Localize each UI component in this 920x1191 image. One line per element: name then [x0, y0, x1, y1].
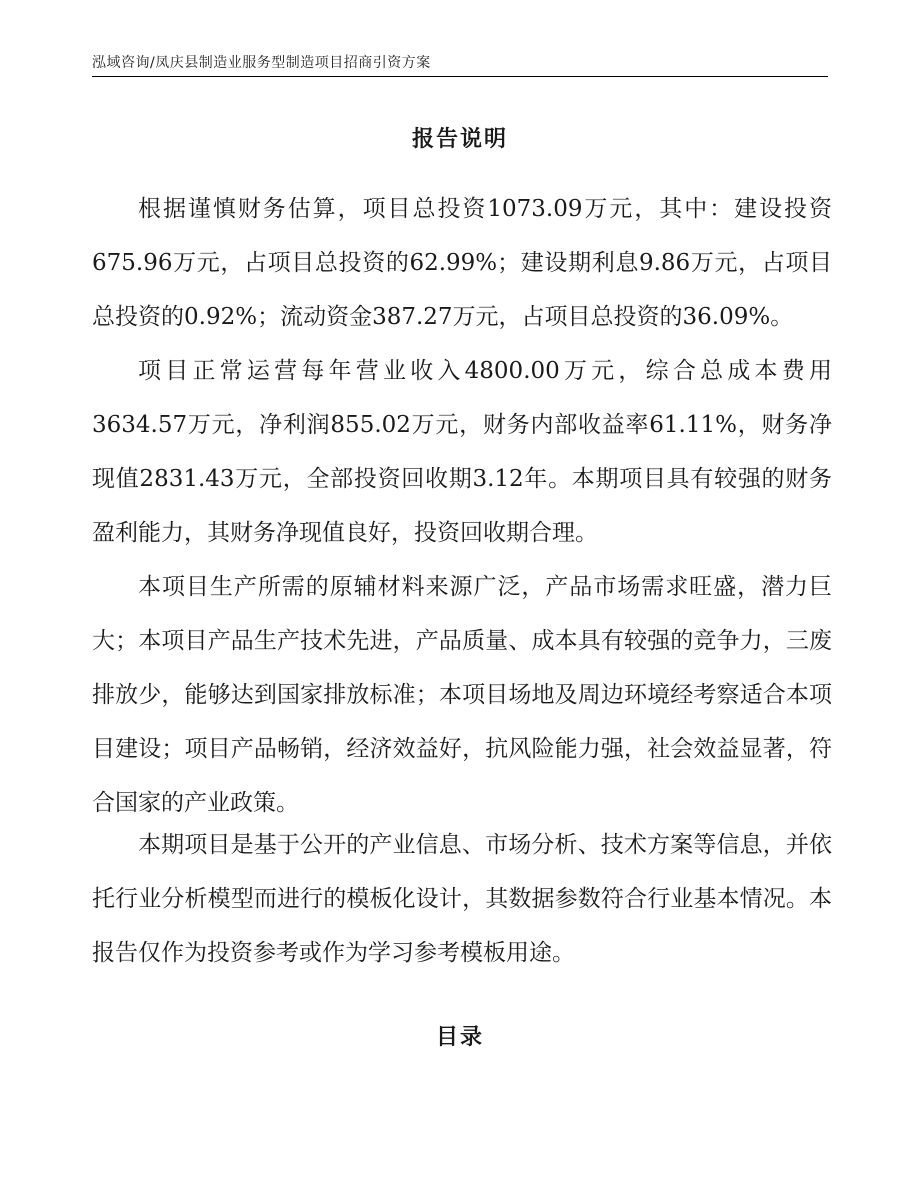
report-paragraph: 项目正常运营每年营业收入4800.00万元，综合总成本费用3634.57万元，净利润855.02万元，财务内部收益率61.11%，财务净现值2831.43万元，全部投资回收期3.12年。本期项目具有较强的财务盈利能力，其财务净现值良好，投资回收期合理。 [92, 358, 832, 546]
report-paragraph: 本项目生产所需的原辅材料来源广泛，产品市场需求旺盛，潜力巨大；本项目产品生产技术先进，产品质量、成本具有较强的竞争力，三废排放少，能够达到国家排放标准；本项目场地及周边环境经考察适合本项目建设；项目产品畅销，经济效益好，抗风险能力强，社会效益显著，符合国家的产业政策。 [92, 574, 832, 816]
header-divider [92, 76, 828, 77]
report-paragraph-1-block [92, 182, 832, 344]
document-header: 泓域咨询/凤庆县制造业服务型制造项目招商引资方案 [92, 55, 431, 71]
report-paragraph: 本期项目是基于公开的产业信息、市场分析、技术方案等信息，并依托行业分析模型而进行的模板化设计，其数据参数符合行业基本情况。本报告仅作为投资参考或作为学习参考模板用途。 [92, 832, 832, 966]
report-paragraph: 根据谨慎财务估算，项目总投资1073.09万元，其中：建设投资675.96万元，占项目总投资的62.99%；建设期利息9.86万元，占项目总投资的0.92%；流动资金387.27万元，占项目总投资的36.09%。 [92, 196, 832, 330]
report-title: 报告说明 [411, 127, 508, 152]
report-paragraph-3-block [92, 560, 832, 830]
toc-title: 目录 [435, 1025, 484, 1050]
report-paragraph-2-block [92, 344, 832, 560]
report-paragraph-4-block [92, 818, 832, 980]
